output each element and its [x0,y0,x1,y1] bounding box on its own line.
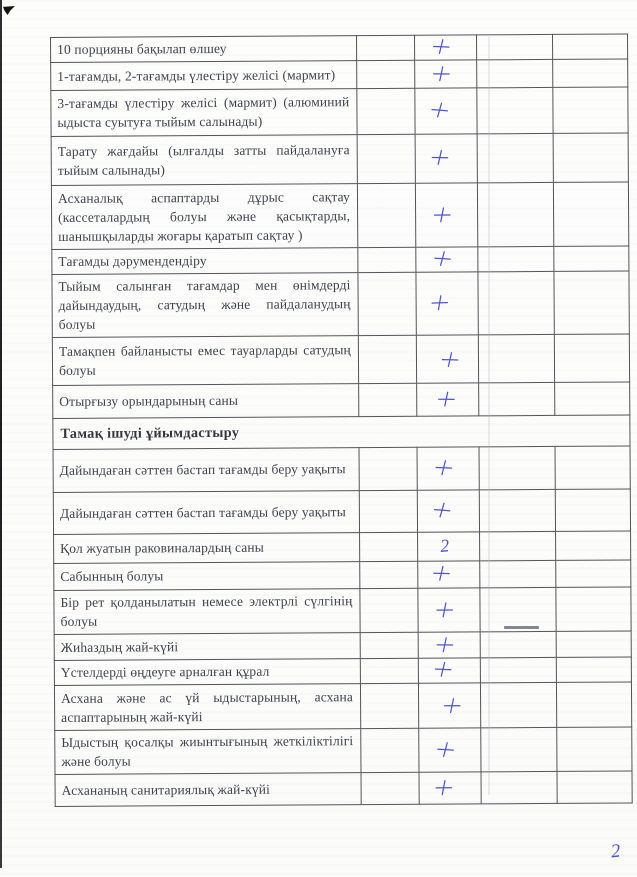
handwritten-plus-mark [438,349,460,370]
handwritten-plus-mark [432,778,454,798]
handwritten-plus-mark [433,600,455,620]
checklist-row [55,771,632,807]
empty-cell [552,34,627,59]
section-header-row [53,415,630,450]
handwritten-mark-cell [414,35,476,60]
empty-cell [360,588,418,632]
handwritten-mark-cell [417,447,479,490]
item-label: Үстелдерді өңдеуге арналған құрал [54,659,360,686]
checklist-row [53,489,630,535]
handwritten-mark-cell [419,728,481,772]
empty-cell [360,561,418,588]
handwritten-plus-mark [431,248,454,269]
empty-cell [357,183,415,247]
checklist-row [54,682,631,731]
empty-cell [360,683,418,728]
empty-cell [557,727,632,771]
item-label: Тарату жағдайы (ылғалды затты пайдалануға тыйым салынады) [51,135,357,186]
item-label: 1-тағамды, 2-тағамды үлестіру желісі (мармит) [51,61,357,91]
empty-cell [555,446,630,489]
handwritten-value: 2 [439,535,451,556]
checklist-row [51,133,628,186]
checklist-row [51,87,628,137]
handwritten-mark-cell [417,383,479,416]
empty-cell [553,87,628,133]
scan-edge-shadow [0,0,2,868]
handwritten-mark-cell [418,632,480,658]
checklist-row [51,59,628,91]
item-label: Дайындаған сәттен бастап тағамды беру уақыты [53,491,359,535]
handwritten-mark-cell [416,272,478,335]
handwritten-mark-cell [418,532,480,561]
empty-cell [358,335,416,383]
handwritten-mark-cell [418,588,480,632]
item-label: Дайындаған сәттен бастап тағамды беру уақыты [53,448,359,493]
empty-cell [480,531,556,560]
empty-cell [554,334,629,382]
empty-cell [555,382,630,415]
handwritten-mark-cell [415,88,477,134]
empty-cell [359,490,417,532]
scanner-streak-artifact [488,37,490,795]
item-label: 3-тағамды үлестіру желісі (мармит) (алюминий ыдыста суытуға тыйым салынады) [51,89,357,137]
empty-cell [554,271,629,334]
item-label: Тыйым салынған тағамдар мен өнімдерді дайындаудың, сатудың және пайдаланудың болуы [52,273,358,338]
empty-cell [358,272,416,335]
empty-cell [481,771,557,803]
item-label: Асхананың санитариялық жай-күйі [55,773,361,807]
empty-cell [360,532,418,561]
empty-cell [557,771,632,803]
item-label: Сабынның болуы [54,562,360,591]
item-label: Тағамды дәрумендендіру [52,248,358,275]
empty-cell [480,682,556,727]
handwritten-plus-mark [441,696,463,716]
handwritten-plus-mark [431,205,453,225]
handwritten-mark-cell [418,683,480,728]
empty-cell [556,560,631,587]
empty-cell [358,247,416,272]
handwritten-mark-cell [419,772,481,804]
checklist-body [51,34,633,807]
handwritten-plus-mark [428,293,449,313]
checklist-row [54,560,631,591]
section-header-label: Тамақ ішуді ұйымдастыру [53,415,630,450]
handwritten-plus-mark [433,635,455,655]
empty-cell [479,489,555,531]
item-label: Қол жуатын раковиналардың саны [54,533,360,564]
empty-cell [556,587,631,631]
empty-cell [360,632,418,658]
handwritten-page-number: 2 [609,840,622,863]
handwritten-plus-mark [435,389,457,409]
handwritten-plus-mark [428,148,450,169]
scan-artifact-corner [3,6,15,15]
item-label: Бір рет қолданылатын немесе электрлі сүлгінің болуы [54,589,360,635]
empty-cell [553,59,628,87]
empty-cell [556,657,631,682]
checklist-row [54,631,631,661]
empty-cell [556,682,631,727]
handwritten-plus-mark [430,563,452,584]
handwritten-mark-cell [418,561,480,588]
empty-cell [357,88,415,134]
empty-cell [357,60,415,88]
empty-cell [480,631,556,657]
empty-cell [554,246,629,271]
checklist-row [53,446,630,493]
item-label: Асханалық аспаптарды дұрыс сақтау (кассеталардың болуы және қасықтарды, шанышқыларды жоғары қаратып сақтау ) [51,184,357,250]
checklist-row [52,334,629,386]
handwritten-plus-mark [434,739,457,760]
empty-cell [479,382,555,415]
checklist-row [52,246,629,275]
checklist-row [53,382,630,419]
empty-cell [480,657,556,682]
checklist-row [54,657,631,686]
empty-cell [356,35,414,60]
empty-cell [357,134,415,183]
item-label: Жиһаздың жай-күйі [54,633,360,661]
handwritten-mark-cell [415,183,477,247]
handwritten-plus-mark [432,458,454,479]
item-label: 10 порцияны бақылап өлшеу [51,36,357,63]
handwritten-mark-cell [416,247,478,272]
checklist-row [54,587,631,635]
handwritten-mark-cell [415,60,477,88]
item-label: Отырғызу орындарының саны [53,384,359,419]
handwritten-mark-cell [417,490,479,532]
handwritten-plus-mark [429,37,451,58]
empty-cell [480,560,556,587]
empty-cell [361,772,419,804]
handwritten-mark-cell [418,658,480,683]
empty-cell [553,182,628,246]
handwritten-plus-mark [431,659,453,680]
handwritten-plus-mark [428,99,451,120]
empty-cell [556,631,631,657]
scan-smudge-artifact [504,626,539,629]
item-label: Ыдыстың қосалқы жиынтығының жеткіліктілігі және болуы [55,729,361,775]
item-label: Тамақпен байланысты емес тауарларды сатудың болуы [52,336,358,386]
empty-cell [361,728,419,772]
checklist-row [55,727,632,775]
checklist-row [51,34,628,63]
empty-cell [481,727,557,771]
inspection-checklist-table [50,33,633,807]
empty-cell [359,383,417,416]
empty-cell [553,133,628,182]
item-label: Асхана және ас үй ыдыстарының, асхана аспаптарының жай-күйі [54,684,360,731]
empty-cell [555,489,630,531]
checklist-row [52,271,629,338]
checklist-row [51,182,628,250]
checklist-row [54,531,631,564]
handwritten-mark-cell [415,134,477,183]
empty-cell [479,446,555,489]
empty-cell [556,531,631,560]
handwritten-plus-mark [430,499,453,520]
handwritten-plus-mark [430,64,452,84]
empty-cell [360,658,418,683]
handwritten-mark-cell [416,335,478,383]
empty-cell [359,447,417,490]
